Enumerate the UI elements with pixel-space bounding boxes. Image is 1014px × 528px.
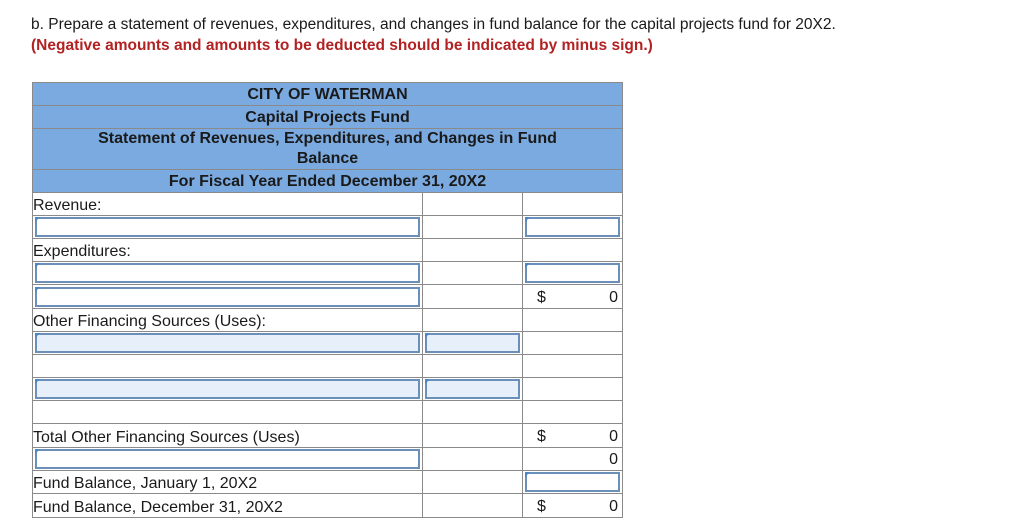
expenditures-label: Expenditures: <box>33 239 423 262</box>
expenditure-subtotal-value: 0 <box>609 289 618 306</box>
other-financing-label: Other Financing Sources (Uses): <box>33 309 423 332</box>
other-financing-spacer-3 <box>523 355 623 378</box>
expenditure-line2-col1 <box>423 285 523 309</box>
total-other-financing-value: 0 <box>609 428 618 445</box>
fund-balance-end-cell <box>523 494 623 518</box>
other-financing-spacer-1 <box>33 355 423 378</box>
expenditures-col1-empty <box>423 239 523 262</box>
statement-title-line2: Balance <box>296 150 359 167</box>
other-financing-line1-col2 <box>523 332 623 355</box>
net-change-value: 0 <box>609 451 618 468</box>
revenue-label: Revenue: <box>33 193 423 216</box>
net-change-cell <box>523 448 623 471</box>
statement-title <box>33 129 623 170</box>
fund-balance-end-label: Fund Balance, December 31, 20X2 <box>33 494 423 518</box>
fund-balance-end-col1 <box>423 494 523 518</box>
expenditure-line-input-2[interactable] <box>35 287 420 307</box>
other-financing-spacer-2 <box>423 355 523 378</box>
total-other-financing-cell <box>523 424 623 448</box>
other-financing-line-input-1[interactable] <box>35 333 420 353</box>
fund-name: Capital Projects Fund <box>33 106 623 129</box>
expenditure-line-input-1[interactable] <box>35 263 420 283</box>
instruction-text: b. Prepare a statement of revenues, expenditures, and changes in fund balance for the capital projects fund for 20X2. <box>31 16 836 33</box>
net-change-col1 <box>423 448 523 471</box>
other-financing-col2-empty <box>523 309 623 332</box>
other-financing-line2-col2 <box>523 378 623 401</box>
total-other-financing-label: Total Other Financing Sources (Uses) <box>33 424 423 448</box>
revenue-col1-empty <box>423 193 523 216</box>
instruction-note: (Negative amounts and amounts to be deducted should be indicated by minus sign.) <box>31 37 653 54</box>
fund-balance-begin-input[interactable] <box>525 472 620 492</box>
instructions <box>31 14 836 56</box>
entity-name: CITY OF WATERMAN <box>33 83 623 106</box>
other-financing-spacer-4 <box>33 401 423 424</box>
revenue-col2-empty <box>523 193 623 216</box>
currency-symbol: $ <box>537 498 546 515</box>
other-financing-amount-input-2[interactable] <box>425 379 520 399</box>
fund-balance-begin-col1 <box>423 471 523 494</box>
currency-symbol: $ <box>537 428 546 445</box>
fund-balance-begin-label: Fund Balance, January 1, 20X2 <box>33 471 423 494</box>
expenditures-col2-empty <box>523 239 623 262</box>
statement-table <box>32 82 623 518</box>
statement-title-line1: Statement of Revenues, Expenditures, and Changes in Fund <box>98 130 557 147</box>
revenue-line-col1 <box>423 216 523 239</box>
expenditure-line1-col1 <box>423 262 523 285</box>
expenditure-amount-input-1[interactable] <box>525 263 620 283</box>
statement-period: For Fiscal Year Ended December 31, 20X2 <box>33 170 623 193</box>
other-financing-col1-empty <box>423 309 523 332</box>
revenue-line-input[interactable] <box>35 217 420 237</box>
expenditure-subtotal-cell <box>523 285 623 309</box>
total-other-financing-col1 <box>423 424 523 448</box>
fund-balance-end-value: 0 <box>609 498 618 515</box>
other-financing-spacer-6 <box>523 401 623 424</box>
revenue-amount-input[interactable] <box>525 217 620 237</box>
other-financing-line-input-2[interactable] <box>35 379 420 399</box>
other-financing-spacer-5 <box>423 401 523 424</box>
net-change-label-input[interactable] <box>35 449 420 469</box>
other-financing-amount-input-1[interactable] <box>425 333 520 353</box>
currency-symbol: $ <box>537 289 546 306</box>
